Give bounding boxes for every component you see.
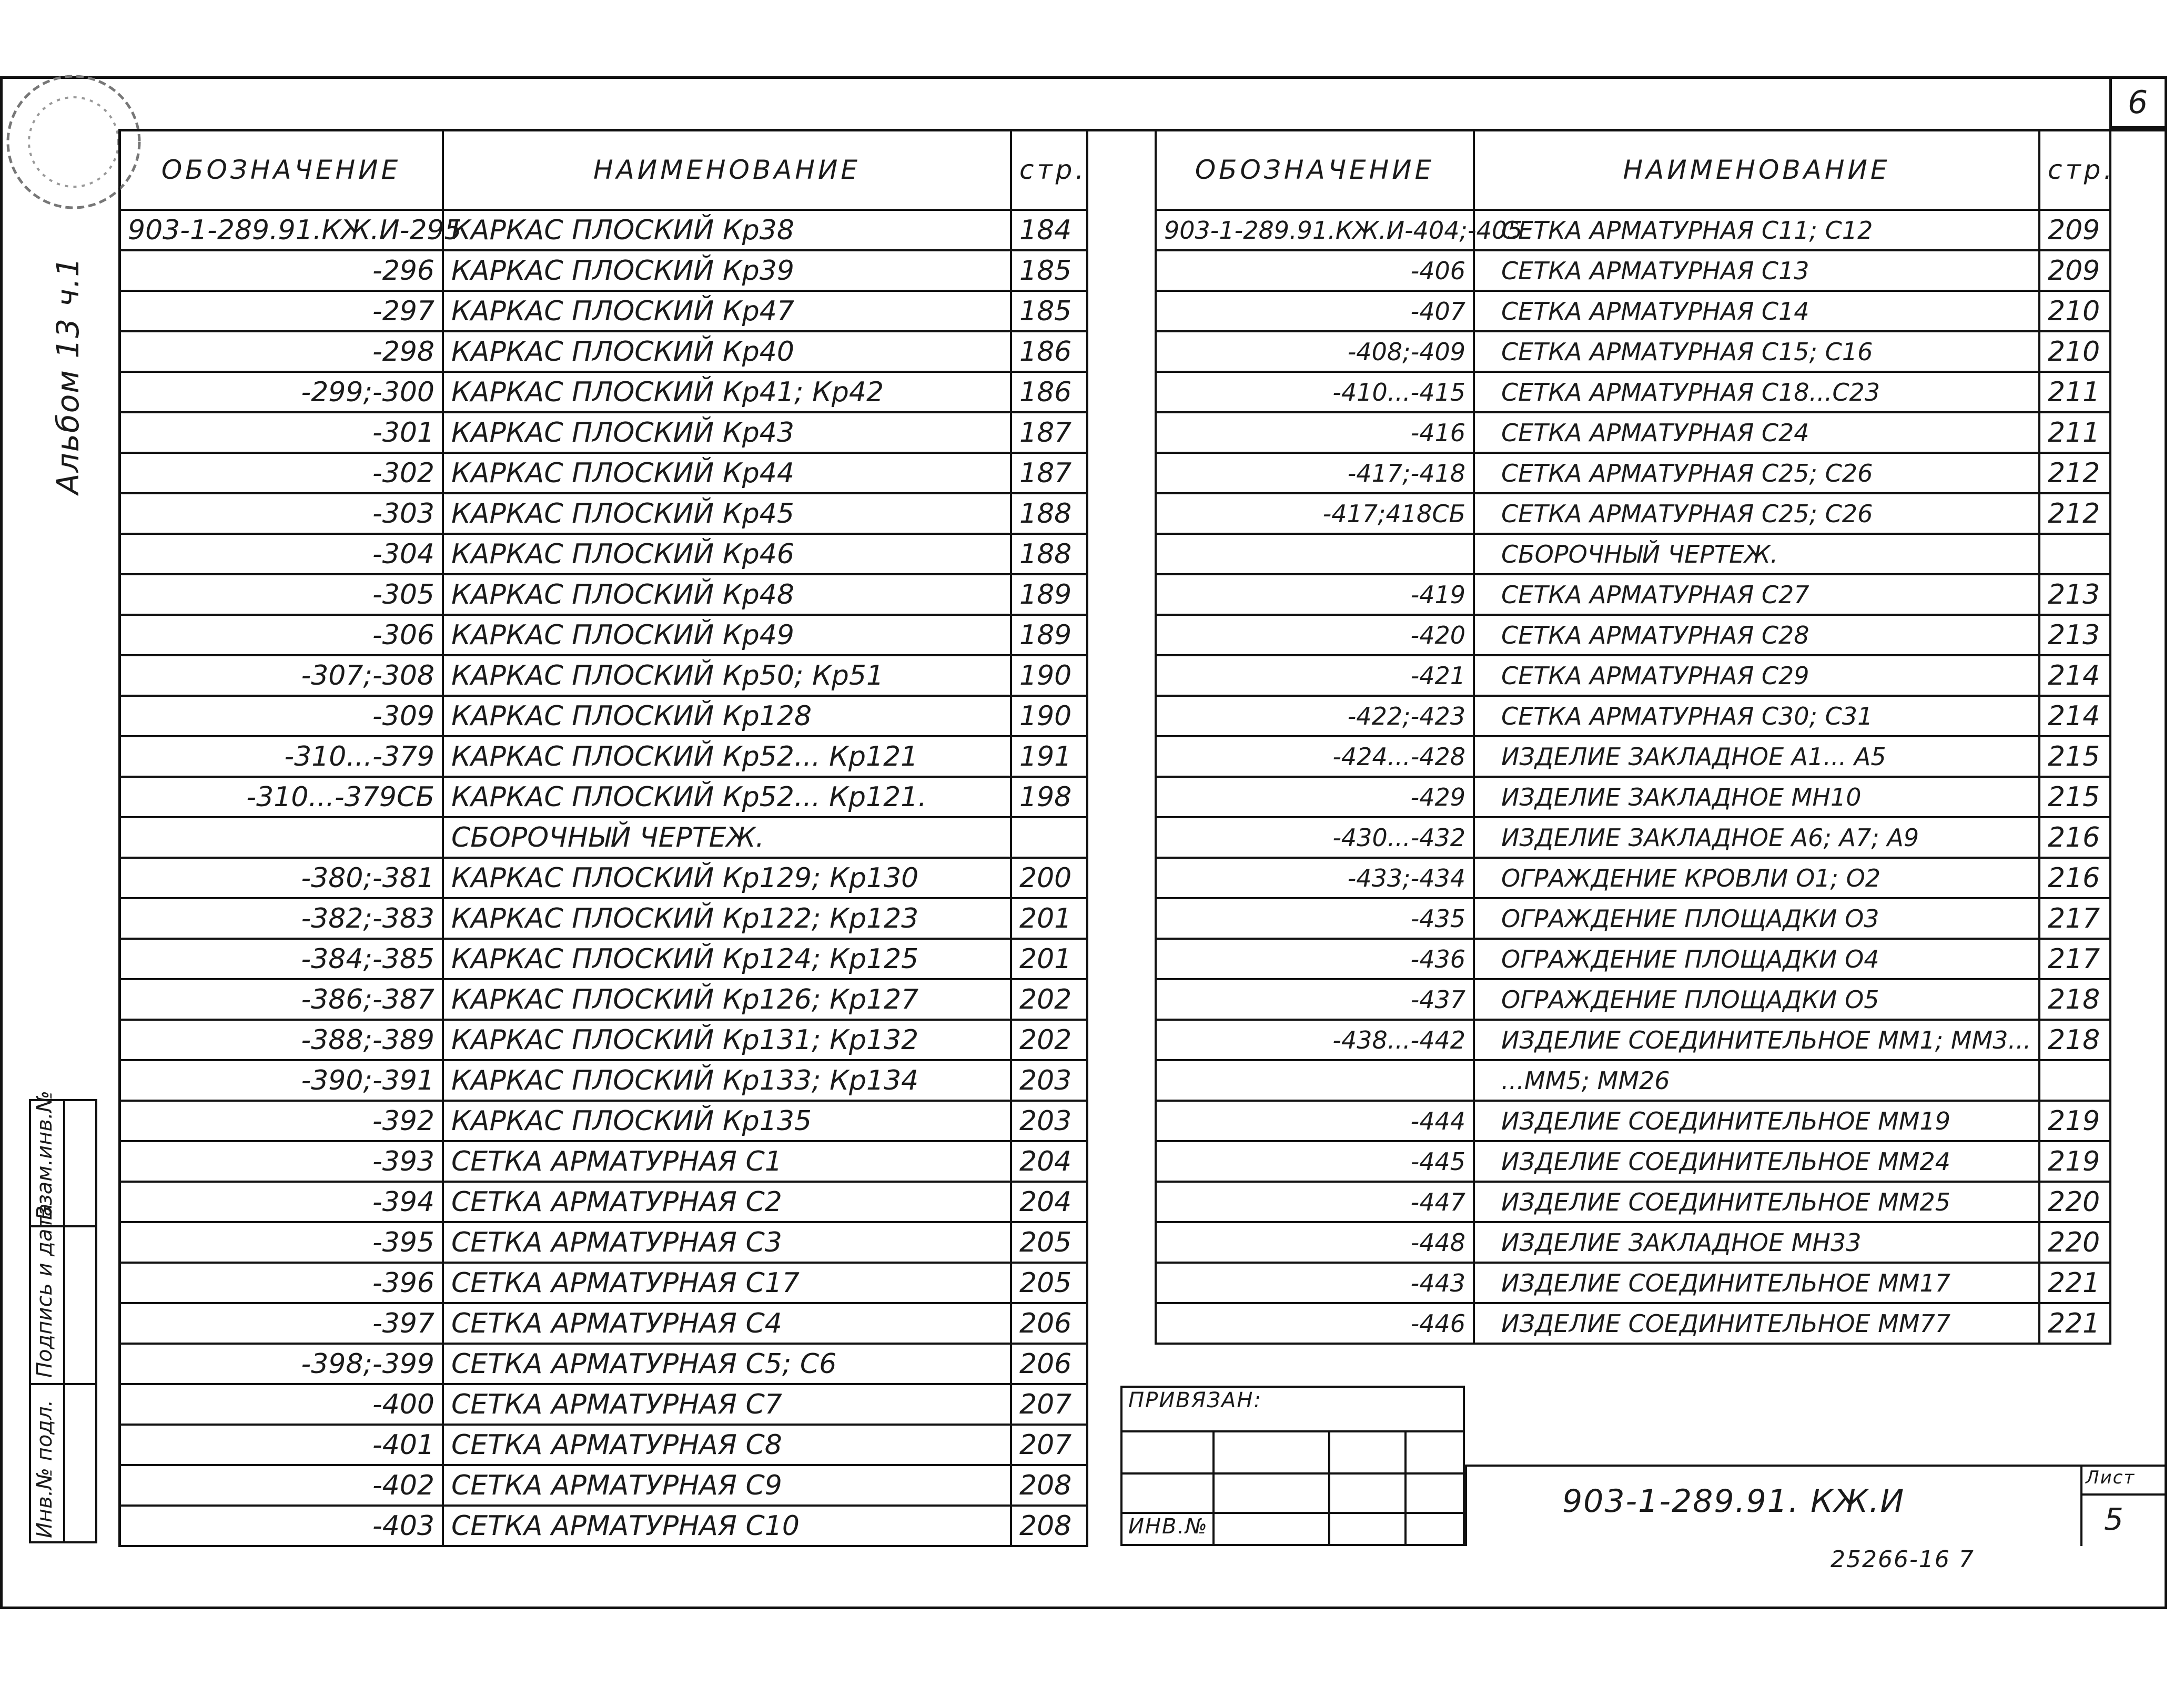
designation-cell: -408;-409: [1156, 331, 1474, 372]
name-cell: СЕТКА АРМАТУРНАЯ С8: [443, 1425, 1011, 1465]
name-cell: КАРКАС ПЛОСКИЙ Кр135: [443, 1101, 1011, 1141]
privyazan-vline-3: [1404, 1430, 1407, 1546]
designation-cell: -438...-442: [1156, 1020, 1474, 1060]
page-cell: 189: [1011, 574, 1087, 615]
side-label-podpis: Подпись и дата: [33, 1203, 57, 1378]
table-row: [1156, 1060, 2110, 1101]
page-cell: 189: [1011, 615, 1087, 655]
designation-cell: -417;-418: [1156, 453, 1474, 493]
designation-cell: -384;-385: [119, 939, 443, 979]
table-row: [119, 210, 1087, 250]
side-label-vzam: Взам.инв.№: [33, 1090, 57, 1220]
name-cell: КАРКАС ПЛОСКИЙ Кр124; Кр125: [443, 939, 1011, 979]
privyazan-line-2: [1120, 1472, 1465, 1475]
name-cell: КАРКАС ПЛОСКИЙ Кр133; Кр134: [443, 1060, 1011, 1101]
title-code: 903-1-289.91. КЖ.И: [1562, 1483, 1905, 1520]
page-cell: 216: [2039, 817, 2110, 858]
page-cell: 220: [2039, 1182, 2110, 1222]
table-row: [119, 1020, 1087, 1060]
name-cell: КАРКАС ПЛОСКИЙ Кр129; Кр130: [443, 858, 1011, 898]
designation-cell: -310...-379СБ: [119, 777, 443, 817]
designation-cell: -306: [119, 615, 443, 655]
designation-cell: -304: [119, 534, 443, 574]
name-cell: СБОРОЧНЫЙ ЧЕРТЕЖ.: [1474, 534, 2039, 574]
page-cell: 205: [1011, 1263, 1087, 1303]
page-cell: 217: [2039, 898, 2110, 939]
table-row: [1156, 736, 2110, 777]
page-cell: 215: [2039, 777, 2110, 817]
name-cell: ИЗДЕЛИЕ СОЕДИНИТЕЛЬНОЕ ММ77: [1474, 1303, 2039, 1344]
page-cell: 221: [2039, 1303, 2110, 1344]
designation-cell: -419: [1156, 574, 1474, 615]
name-cell: КАРКАС ПЛОСКИЙ Кр49: [443, 615, 1011, 655]
page-cell: 219: [2039, 1141, 2110, 1182]
designation-cell: -296: [119, 250, 443, 291]
side-stamp-divider: [63, 1099, 65, 1543]
privyazan-line-3: [1120, 1512, 1465, 1514]
table-row: [1156, 939, 2110, 979]
page-cell: 208: [1011, 1465, 1087, 1506]
page-cell: 213: [2039, 615, 2110, 655]
page-cell: 191: [1011, 736, 1087, 777]
designation-cell: -303: [119, 493, 443, 534]
sheet-number-divider: [2080, 1493, 2167, 1496]
name-cell: СЕТКА АРМАТУРНАЯ С3: [443, 1222, 1011, 1263]
table-row: [119, 979, 1087, 1020]
name-cell: СЕТКА АРМАТУРНАЯ С2: [443, 1182, 1011, 1222]
designation-cell: -443: [1156, 1263, 1474, 1303]
designation-cell: 903-1-289.91.КЖ.И-295: [119, 210, 443, 250]
name-cell: КАРКАС ПЛОСКИЙ Кр45: [443, 493, 1011, 534]
designation-cell: -448: [1156, 1222, 1474, 1263]
table-row: [1156, 858, 2110, 898]
page-cell: 187: [1011, 453, 1087, 493]
table-row: [1156, 696, 2110, 736]
designation-cell: -433;-434: [1156, 858, 1474, 898]
table-row: [1156, 250, 2110, 291]
page-cell: 202: [1011, 979, 1087, 1020]
table-row: [119, 1101, 1087, 1141]
name-cell: СЕТКА АРМАТУРНАЯ С14: [1474, 291, 2039, 331]
name-cell: СЕТКА АРМАТУРНАЯ С30; С31: [1474, 696, 2039, 736]
designation-cell: -421: [1156, 655, 1474, 696]
page-cell: 214: [2039, 696, 2110, 736]
right-spec-table: [1155, 129, 2116, 1345]
name-cell: СЕТКА АРМАТУРНАЯ С28: [1474, 615, 2039, 655]
page-cell: 207: [1011, 1425, 1087, 1465]
table-row: [119, 331, 1087, 372]
designation-cell: -436: [1156, 939, 1474, 979]
name-cell: СЕТКА АРМАТУРНАЯ С27: [1474, 574, 2039, 615]
designation-cell: -309: [119, 696, 443, 736]
designation-cell: -400: [119, 1384, 443, 1425]
name-cell: ИЗДЕЛИЕ СОЕДИНИТЕЛЬНОЕ ММ25: [1474, 1182, 2039, 1222]
table-row: [119, 777, 1087, 817]
designation-cell: -402: [119, 1465, 443, 1506]
designation-cell: -424...-428: [1156, 736, 1474, 777]
designation-cell: -445: [1156, 1141, 1474, 1182]
table-row: [119, 615, 1087, 655]
designation-cell: -299;-300: [119, 372, 443, 412]
name-cell: ОГРАЖДЕНИЕ КРОВЛИ О1; О2: [1474, 858, 2039, 898]
header-naimenovanie: НАИМЕНОВАНИЕ: [443, 130, 1011, 210]
designation-cell: -382;-383: [119, 898, 443, 939]
name-cell: СЕТКА АРМАТУРНАЯ С15; С16: [1474, 331, 2039, 372]
table-row: [119, 736, 1087, 777]
side-stamp-hline-2: [29, 1383, 97, 1385]
footer-number: 25266-16 7: [1831, 1546, 1975, 1573]
name-cell: ИЗДЕЛИЕ ЗАКЛАДНОЕ А1... А5: [1474, 736, 2039, 777]
designation-cell: [1156, 534, 1474, 574]
name-cell: СЕТКА АРМАТУРНАЯ С24: [1474, 412, 2039, 453]
designation-cell: -305: [119, 574, 443, 615]
name-cell: КАРКАС ПЛОСКИЙ Кр40: [443, 331, 1011, 372]
page-cell: 206: [1011, 1344, 1087, 1384]
table-row: [1156, 534, 2110, 574]
table-row: [119, 696, 1087, 736]
designation-cell: -401: [119, 1425, 443, 1465]
designation-cell: -435: [1156, 898, 1474, 939]
page-cell: 185: [1011, 250, 1087, 291]
table-row: [1156, 372, 2110, 412]
page-cell: 221: [2039, 1263, 2110, 1303]
album-label: Альбом 13 ч.1: [50, 256, 86, 494]
page-cell: 187: [1011, 412, 1087, 453]
table-row: [1156, 1303, 2110, 1344]
table-row: [119, 1182, 1087, 1222]
page-cell: 212: [2039, 453, 2110, 493]
page-cell: 211: [2039, 372, 2110, 412]
page-cell: 185: [1011, 291, 1087, 331]
table-row: [119, 1303, 1087, 1344]
page-cell: 210: [2039, 291, 2110, 331]
name-cell: СЕТКА АРМАТУРНАЯ С13: [1474, 250, 2039, 291]
table-row: [1156, 1182, 2110, 1222]
page-cell: 216: [2039, 858, 2110, 898]
page-cell: 209: [2039, 210, 2110, 250]
page-cell: 190: [1011, 655, 1087, 696]
table-row: [1156, 655, 2110, 696]
name-cell: ИЗДЕЛИЕ ЗАКЛАДНОЕ А6; А7; А9: [1474, 817, 2039, 858]
designation-cell: -429: [1156, 777, 1474, 817]
page-cell: 208: [1011, 1506, 1087, 1546]
table-row: [1156, 331, 2110, 372]
page-cell: 219: [2039, 1101, 2110, 1141]
page-cell: 186: [1011, 372, 1087, 412]
table-row: [119, 1222, 1087, 1263]
name-cell: КАРКАС ПЛОСКИЙ Кр44: [443, 453, 1011, 493]
page-cell: 190: [1011, 696, 1087, 736]
name-cell: СЕТКА АРМАТУРНАЯ С7: [443, 1384, 1011, 1425]
designation-cell: -403: [119, 1506, 443, 1546]
designation-cell: -447: [1156, 1182, 1474, 1222]
designation-cell: -393: [119, 1141, 443, 1182]
table-row: [119, 453, 1087, 493]
table-row: [119, 412, 1087, 453]
designation-cell: -388;-389: [119, 1020, 443, 1060]
left-header-row: [119, 130, 1087, 210]
name-cell: ИЗДЕЛИЕ СОЕДИНИТЕЛЬНОЕ ММ17: [1474, 1263, 2039, 1303]
name-cell: СЕТКА АРМАТУРНАЯ С25; С26: [1474, 493, 2039, 534]
header-page: стр.: [2039, 130, 2110, 210]
table-row: [1156, 1020, 2110, 1060]
name-cell: СЕТКА АРМАТУРНАЯ С5; С6: [443, 1344, 1011, 1384]
right-header-row: [1156, 130, 2110, 210]
table-row: [119, 1506, 1087, 1546]
table-row: [119, 372, 1087, 412]
designation-cell: -446: [1156, 1303, 1474, 1344]
designation-cell: -307;-308: [119, 655, 443, 696]
name-cell: КАРКАС ПЛОСКИЙ Кр48: [443, 574, 1011, 615]
side-label-inv: Инв.№ подл.: [33, 1399, 57, 1538]
name-cell: СЕТКА АРМАТУРНАЯ С17: [443, 1263, 1011, 1303]
page-cell: 186: [1011, 331, 1087, 372]
page-cell: 218: [2039, 979, 2110, 1020]
page-cell: 201: [1011, 939, 1087, 979]
page-cell: 215: [2039, 736, 2110, 777]
privyazan-vline-1: [1212, 1430, 1215, 1546]
table-row: [119, 898, 1087, 939]
name-cell: СЕТКА АРМАТУРНАЯ С18...С23: [1474, 372, 2039, 412]
page-cell: 206: [1011, 1303, 1087, 1344]
table-row: [1156, 210, 2110, 250]
designation-cell: -396: [119, 1263, 443, 1303]
table-row: [119, 939, 1087, 979]
page-cell: 218: [2039, 1020, 2110, 1060]
table-row: [119, 574, 1087, 615]
name-cell: КАРКАС ПЛОСКИЙ Кр39: [443, 250, 1011, 291]
designation-cell: -437: [1156, 979, 1474, 1020]
page-cell: 209: [2039, 250, 2110, 291]
designation-cell: -422;-423: [1156, 696, 1474, 736]
table-row: [119, 1141, 1087, 1182]
privyazan-line-1: [1120, 1430, 1465, 1432]
name-cell: СЕТКА АРМАТУРНАЯ С10: [443, 1506, 1011, 1546]
table-row: [119, 858, 1087, 898]
designation-cell: -310...-379: [119, 736, 443, 777]
designation-cell: -386;-387: [119, 979, 443, 1020]
table-row: [1156, 817, 2110, 858]
page-cell: 217: [2039, 939, 2110, 979]
table-row: [1156, 453, 2110, 493]
designation-cell: [1156, 1060, 1474, 1101]
table-row: [119, 291, 1087, 331]
page-cell: 188: [1011, 534, 1087, 574]
page-cell: 220: [2039, 1222, 2110, 1263]
table-row: [1156, 777, 2110, 817]
table-row: [119, 1384, 1087, 1425]
page-cell: 188: [1011, 493, 1087, 534]
name-cell: СЕТКА АРМАТУРНАЯ С4: [443, 1303, 1011, 1344]
table-row: [1156, 979, 2110, 1020]
name-cell: ОГРАЖДЕНИЕ ПЛОЩАДКИ О3: [1474, 898, 2039, 939]
page-cell: [2039, 1060, 2110, 1101]
name-cell: ИЗДЕЛИЕ ЗАКЛАДНОЕ МН33: [1474, 1222, 2039, 1263]
name-cell: СЕТКА АРМАТУРНАЯ С1: [443, 1141, 1011, 1182]
header-oboznachenie: ОБОЗНАЧЕНИЕ: [1156, 130, 1474, 210]
page-cell: 210: [2039, 331, 2110, 372]
designation-cell: -394: [119, 1182, 443, 1222]
designation-cell: -302: [119, 453, 443, 493]
inv-label: ИНВ.№: [1128, 1514, 1208, 1539]
page-cell: 198: [1011, 777, 1087, 817]
name-cell: ОГРАЖДЕНИЕ ПЛОЩАДКИ О4: [1474, 939, 2039, 979]
page-cell: 200: [1011, 858, 1087, 898]
table-row: [119, 1263, 1087, 1303]
page-cell: [1011, 817, 1087, 858]
designation-cell: -420: [1156, 615, 1474, 655]
table-row: [119, 1465, 1087, 1506]
sheet-number: 5: [2104, 1501, 2125, 1537]
designation-cell: -430...-432: [1156, 817, 1474, 858]
table-row: [1156, 1222, 2110, 1263]
page-cell: 203: [1011, 1101, 1087, 1141]
designation-cell: -298: [119, 331, 443, 372]
name-cell: ИЗДЕЛИЕ СОЕДИНИТЕЛЬНОЕ ММ1; ММ3...: [1474, 1020, 2039, 1060]
page-cell: [2039, 534, 2110, 574]
name-cell: ОГРАЖДЕНИЕ ПЛОЩАДКИ О5: [1474, 979, 2039, 1020]
designation-cell: -397: [119, 1303, 443, 1344]
page-cell: 214: [2039, 655, 2110, 696]
name-cell: КАРКАС ПЛОСКИЙ Кр52... Кр121.: [443, 777, 1011, 817]
designation-cell: -410...-415: [1156, 372, 1474, 412]
page-cell: 203: [1011, 1060, 1087, 1101]
name-cell: КАРКАС ПЛОСКИЙ Кр41; Кр42: [443, 372, 1011, 412]
page-cell: 213: [2039, 574, 2110, 615]
header-naimenovanie: НАИМЕНОВАНИЕ: [1474, 130, 2039, 210]
page-cell: 212: [2039, 493, 2110, 534]
designation-cell: [119, 817, 443, 858]
page-cell: 211: [2039, 412, 2110, 453]
designation-cell: -444: [1156, 1101, 1474, 1141]
name-cell: ИЗДЕЛИЕ ЗАКЛАДНОЕ МН10: [1474, 777, 2039, 817]
name-cell: КАРКАС ПЛОСКИЙ Кр38: [443, 210, 1011, 250]
designation-cell: -406: [1156, 250, 1474, 291]
name-cell: СЕТКА АРМАТУРНАЯ С9: [443, 1465, 1011, 1506]
name-cell: КАРКАС ПЛОСКИЙ Кр47: [443, 291, 1011, 331]
left-spec-table: [118, 129, 1088, 1547]
name-cell: СБОРОЧНЫЙ ЧЕРТЕЖ.: [443, 817, 1011, 858]
page-cell: 202: [1011, 1020, 1087, 1060]
page-cell: 201: [1011, 898, 1087, 939]
name-cell: КАРКАС ПЛОСКИЙ Кр128: [443, 696, 1011, 736]
designation-cell: -380;-381: [119, 858, 443, 898]
name-cell: ИЗДЕЛИЕ СОЕДИНИТЕЛЬНОЕ ММ19: [1474, 1101, 2039, 1141]
name-cell: КАРКАС ПЛОСКИЙ Кр122; Кр123: [443, 898, 1011, 939]
table-row: [1156, 493, 2110, 534]
designation-cell: -297: [119, 291, 443, 331]
designation-cell: -392: [119, 1101, 443, 1141]
page-cell: 184: [1011, 210, 1087, 250]
page-cell: 204: [1011, 1141, 1087, 1182]
designation-cell: -395: [119, 1222, 443, 1263]
header-page: стр.: [1011, 130, 1087, 210]
table-row: [119, 1425, 1087, 1465]
page-cell: 205: [1011, 1222, 1087, 1263]
header-oboznachenie: ОБОЗНАЧЕНИЕ: [119, 130, 443, 210]
name-cell: КАРКАС ПЛОСКИЙ Кр126; Кр127: [443, 979, 1011, 1020]
privyazan-label: ПРИВЯЗАН:: [1128, 1388, 1262, 1412]
page-cell: 204: [1011, 1182, 1087, 1222]
sheet-mark: 6: [2128, 84, 2149, 121]
name-cell: КАРКАС ПЛОСКИЙ Кр131; Кр132: [443, 1020, 1011, 1060]
designation-cell: -301: [119, 412, 443, 453]
table-row: [1156, 1101, 2110, 1141]
sheet-label: Лист: [2086, 1467, 2136, 1488]
name-cell: СЕТКА АРМАТУРНАЯ С25; С26: [1474, 453, 2039, 493]
name-cell: КАРКАС ПЛОСКИЙ Кр52... Кр121: [443, 736, 1011, 777]
designation-cell: -416: [1156, 412, 1474, 453]
designation-cell: -398;-399: [119, 1344, 443, 1384]
name-cell: ИЗДЕЛИЕ СОЕДИНИТЕЛЬНОЕ ММ24: [1474, 1141, 2039, 1182]
designation-cell: 903-1-289.91.КЖ.И-404;-405: [1156, 210, 1474, 250]
table-row: [119, 1344, 1087, 1384]
table-row: [119, 1060, 1087, 1101]
table-row: [119, 250, 1087, 291]
designation-cell: -407: [1156, 291, 1474, 331]
name-cell: КАРКАС ПЛОСКИЙ Кр43: [443, 412, 1011, 453]
name-cell: СЕТКА АРМАТУРНАЯ С11; С12: [1474, 210, 2039, 250]
name-cell: ...ММ5; ММ26: [1474, 1060, 2039, 1101]
table-row: [1156, 1141, 2110, 1182]
table-row: [119, 493, 1087, 534]
page-cell: 207: [1011, 1384, 1087, 1425]
designation-cell: -390;-391: [119, 1060, 443, 1101]
table-row: [119, 655, 1087, 696]
table-row: [1156, 615, 2110, 655]
name-cell: СЕТКА АРМАТУРНАЯ С29: [1474, 655, 2039, 696]
name-cell: КАРКАС ПЛОСКИЙ Кр50; Кр51: [443, 655, 1011, 696]
table-row: [1156, 898, 2110, 939]
table-row: [119, 534, 1087, 574]
table-row: [1156, 412, 2110, 453]
table-row: [119, 817, 1087, 858]
table-row: [1156, 291, 2110, 331]
name-cell: КАРКАС ПЛОСКИЙ Кр46: [443, 534, 1011, 574]
designation-cell: -417;418СБ: [1156, 493, 1474, 534]
privyazan-vline-2: [1328, 1430, 1330, 1546]
table-row: [1156, 1263, 2110, 1303]
table-row: [1156, 574, 2110, 615]
